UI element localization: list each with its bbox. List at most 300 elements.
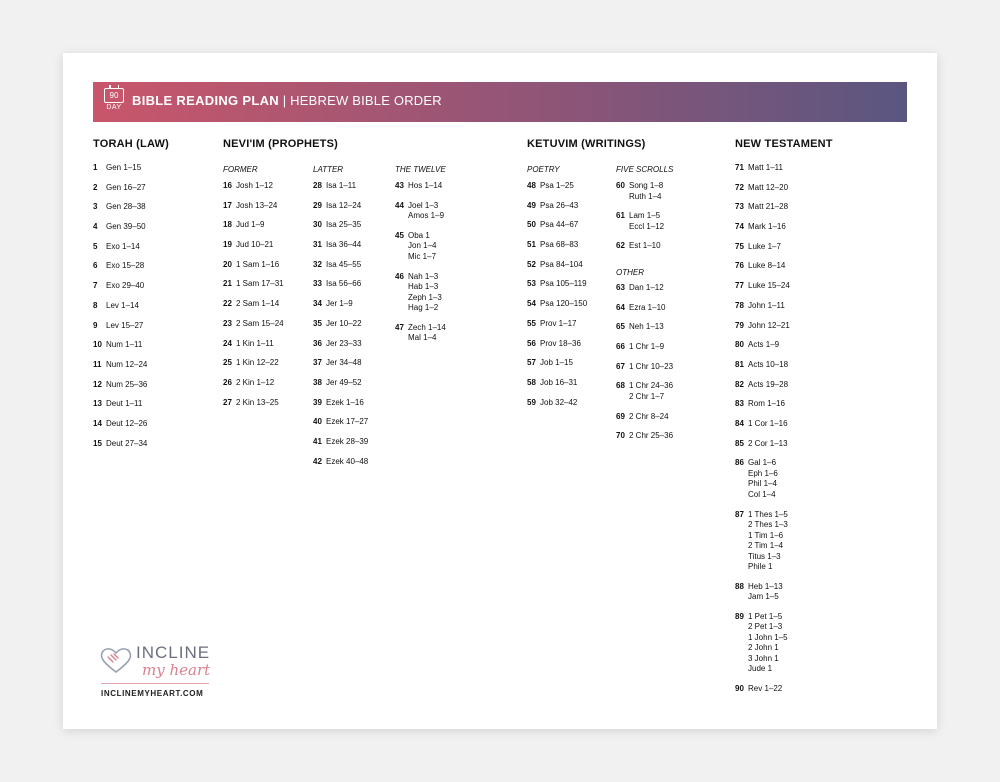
passage: Est 1–10 [629, 241, 661, 251]
passage: Eccl 1–12 [629, 221, 665, 231]
day-number: 15 [93, 438, 102, 448]
reading-entry [93, 281, 147, 292]
reading-passages [326, 417, 368, 428]
day-number: 52 [527, 259, 536, 269]
reading-passages [748, 582, 783, 603]
nt-list [735, 163, 790, 704]
day-number: 38 [313, 377, 322, 387]
day-number: 8 [93, 300, 98, 310]
reading-passages [408, 231, 436, 263]
reading-entry [313, 201, 368, 212]
reading-entry [313, 319, 368, 330]
reading-passages [326, 378, 362, 389]
day-number: 13 [93, 399, 102, 409]
passage: Exo 29–40 [106, 281, 145, 291]
passage: 1 Tim 1–6 [748, 530, 784, 540]
passage: Jam 1–5 [748, 592, 779, 602]
reading-passages [106, 419, 147, 430]
reading-passages [748, 510, 788, 573]
reading-entry [313, 339, 368, 350]
passage: Prov 1–17 [540, 318, 577, 328]
torah-heading: TORAH (LAW) [93, 138, 169, 150]
reading-entry [313, 457, 368, 468]
passage: Zeph 1–3 [408, 292, 442, 302]
reading-passages [106, 261, 144, 272]
reading-passages [236, 319, 284, 330]
reading-entry [527, 260, 587, 271]
day-number: 47 [395, 322, 404, 332]
day-number: 11 [93, 359, 102, 369]
reading-passages [540, 279, 587, 290]
day-number: 36 [313, 338, 322, 348]
day-number: 21 [223, 279, 232, 289]
day-number: 39 [313, 397, 322, 407]
reading-entry [527, 358, 587, 369]
passage: Phil 1–4 [748, 479, 777, 489]
passage: Gen 16–27 [106, 182, 146, 192]
reading-entry [616, 181, 664, 202]
day-number: 29 [313, 200, 322, 210]
reading-passages [540, 398, 577, 409]
passage: Num 1–11 [106, 340, 143, 350]
passage: Job 32–42 [540, 397, 578, 407]
day-number: 41 [313, 436, 322, 446]
reading-passages [748, 684, 782, 695]
passage: Lev 1–14 [106, 300, 139, 310]
passage: Job 1–15 [540, 358, 573, 368]
reading-entry [735, 582, 790, 603]
reading-passages [748, 321, 790, 332]
reading-entry [527, 319, 587, 330]
reading-passages [540, 319, 576, 330]
passage: 1 Kin 1–11 [236, 338, 274, 348]
page-title [132, 93, 442, 108]
reading-entry [313, 260, 368, 271]
passage: Isa 36–44 [326, 240, 362, 250]
day-number: 81 [735, 359, 744, 369]
reading-passages [326, 299, 353, 310]
reading-entry [223, 319, 284, 330]
reading-entry [93, 301, 147, 312]
reading-passages [326, 260, 361, 271]
day-number: 62 [616, 241, 625, 251]
nt-heading: NEW TESTAMENT [735, 138, 833, 150]
reading-passages [748, 458, 778, 500]
reading-entry [527, 220, 587, 231]
day-number: 26 [223, 377, 232, 387]
reading-passages [236, 279, 284, 290]
passage: Acts 19–28 [748, 379, 789, 389]
reading-passages [236, 240, 273, 251]
reading-passages [748, 360, 788, 371]
reading-passages [629, 342, 664, 353]
day-number: 5 [93, 241, 98, 251]
reading-entry [223, 220, 284, 231]
passage: Ezek 1–16 [326, 397, 364, 407]
reading-entry [735, 684, 790, 695]
passage: Josh 1–12 [236, 181, 273, 190]
latter-heading: LATTER [313, 165, 344, 174]
logo-word-my-heart: my heart [142, 661, 211, 679]
reading-passages [326, 319, 362, 330]
reading-passages [236, 398, 279, 409]
reading-passages [540, 181, 574, 192]
reading-passages [106, 242, 140, 253]
reading-entry [527, 240, 587, 251]
reading-entry [735, 222, 790, 233]
day-number: 85 [735, 438, 744, 448]
reading-passages [326, 358, 362, 369]
passage: Exo 15–28 [106, 261, 145, 271]
page-subtitle: HEBREW BIBLE ORDER [290, 93, 442, 108]
passage: Psa 1–25 [540, 181, 574, 190]
passage: Gen 39–50 [106, 222, 146, 232]
reading-passages [236, 299, 279, 310]
reading-entry [223, 358, 284, 369]
passage: Oba 1 [408, 230, 430, 240]
passage: Jer 10–22 [326, 318, 362, 328]
day-number: 79 [735, 320, 744, 330]
reading-entry [527, 398, 587, 409]
reading-entry [223, 299, 284, 310]
reading-entry [735, 261, 790, 272]
passage: Matt 12–20 [748, 182, 789, 192]
passage: Jon 1–4 [408, 241, 437, 251]
day-number: 82 [735, 379, 744, 389]
passage: Acts 1–9 [748, 340, 780, 350]
passage: 1 Pet 1–5 [748, 611, 783, 621]
day-number: 88 [735, 581, 744, 591]
reading-passages [326, 339, 362, 350]
passage: Jud 10–21 [236, 240, 274, 250]
reading-entry [313, 279, 368, 290]
passage: Psa 120–150 [540, 299, 588, 309]
passage: Mark 1–16 [748, 222, 786, 232]
passage: Song 1–8 [629, 181, 664, 190]
day-number: 37 [313, 358, 322, 368]
reading-passages [629, 303, 665, 314]
day-number: 84 [735, 418, 744, 428]
reading-entry [313, 417, 368, 428]
passage: Heb 1–13 [748, 581, 783, 591]
day-number: 90 [735, 684, 744, 694]
passage: Luke 15–24 [748, 281, 790, 291]
reading-entry [616, 211, 664, 232]
reading-entry [395, 272, 446, 314]
passage: Hag 1–2 [408, 303, 439, 313]
reading-passages [106, 281, 144, 292]
day-number: 49 [527, 200, 536, 210]
reading-entry [735, 458, 790, 500]
reading-passages [629, 381, 673, 402]
passage: Gen 1–15 [106, 163, 142, 172]
reading-passages [540, 299, 587, 310]
reading-entry [313, 398, 368, 409]
reading-passages [540, 260, 583, 271]
passage: Luke 8–14 [748, 261, 786, 271]
passage: 2 John 1 [748, 643, 779, 653]
reading-passages [236, 339, 274, 350]
day-number: 55 [527, 318, 536, 328]
day-number: 61 [616, 211, 625, 221]
passage: 2 Chr 25–36 [629, 431, 674, 441]
reading-entry [616, 303, 673, 314]
day-number: 80 [735, 340, 744, 350]
poetry-heading: POETRY [527, 165, 560, 174]
passage: Deut 1–11 [106, 399, 143, 409]
reading-passages [629, 283, 664, 294]
passage: Hab 1–3 [408, 282, 439, 292]
passage: Mic 1–7 [408, 251, 437, 261]
reading-entry [313, 220, 368, 231]
reading-entry [223, 378, 284, 389]
reading-entry [616, 283, 673, 294]
passage: 1 Thes 1–5 [748, 509, 788, 519]
day-number: 9 [93, 320, 98, 330]
reading-entry [616, 362, 673, 373]
passage: 2 Chr 1–7 [629, 391, 665, 401]
reading-entry [313, 299, 368, 310]
reading-passages [326, 240, 361, 251]
passage: Deut 27–34 [106, 438, 148, 448]
day-number: 56 [527, 338, 536, 348]
reading-entry [735, 612, 790, 675]
passage: Isa 12–24 [326, 200, 362, 210]
day-number: 66 [616, 342, 625, 352]
reading-entry [395, 323, 446, 344]
reading-entry [223, 240, 284, 251]
reading-passages [106, 183, 146, 194]
reading-entry [616, 322, 673, 333]
day-number: 1 [93, 163, 98, 172]
reading-entry [395, 231, 446, 263]
day-number: 78 [735, 300, 744, 310]
reading-passages [106, 399, 142, 410]
passage: Ruth 1–4 [629, 191, 662, 201]
passage: Isa 45–55 [326, 259, 362, 269]
reading-passages [236, 201, 277, 212]
passage: Lam 1–5 [629, 211, 661, 221]
day-number: 34 [313, 299, 322, 309]
reading-entry [223, 279, 284, 290]
logo-divider [101, 683, 209, 684]
passage: 1 Chr 1–9 [629, 342, 665, 352]
ketuvim-heading: KETUVIM (WRITINGS) [527, 138, 646, 150]
day-number: 28 [313, 181, 322, 190]
passage: Joel 1–3 [408, 200, 439, 210]
passage: 1 Cor 1–16 [748, 418, 788, 428]
day-number: 14 [93, 418, 102, 428]
passage: 1 Kin 12–22 [236, 358, 279, 368]
reading-passages [540, 220, 578, 231]
reading-passages [326, 437, 368, 448]
day-number: 16 [223, 181, 232, 190]
reading-passages [748, 163, 783, 174]
day-number: 23 [223, 318, 232, 328]
passage: Hos 1–14 [408, 181, 443, 190]
day-number: 58 [527, 377, 536, 387]
passage: Dan 1–12 [629, 283, 664, 292]
day-number: 42 [313, 456, 322, 466]
reading-passages [629, 322, 664, 333]
reading-passages [326, 181, 356, 192]
day-number: 68 [616, 381, 625, 391]
passage: John 12–21 [748, 320, 790, 330]
reading-entry [93, 242, 147, 253]
reading-passages [106, 321, 143, 332]
reading-passages [629, 431, 673, 442]
day-number: 30 [313, 220, 322, 230]
passage: Matt 21–28 [748, 202, 789, 212]
passage: Psa 26–43 [540, 200, 579, 210]
day-number: 51 [527, 240, 536, 250]
reading-passages [748, 301, 785, 312]
day-number: 86 [735, 458, 744, 468]
title-separator: | [278, 93, 291, 108]
day-number: 2 [93, 182, 98, 192]
passage: Gal 1–6 [748, 458, 777, 468]
reading-passages [326, 220, 361, 231]
passage: 1 Sam 1–16 [236, 259, 280, 269]
neviim-heading: NEVI'IM (PROPHETS) [223, 138, 339, 150]
passage: Acts 10–18 [748, 359, 789, 369]
passage: Jer 34–48 [326, 358, 362, 368]
reading-entry [616, 342, 673, 353]
latter-list [313, 181, 368, 476]
reading-entry [616, 381, 673, 402]
passage: 2 Kin 1–12 [236, 377, 275, 387]
reading-passages [236, 260, 279, 271]
passage: Zech 1–14 [408, 322, 446, 332]
passage: Nah 1–3 [408, 271, 439, 281]
passage: Isa 1–11 [326, 181, 357, 190]
reading-passages [326, 279, 361, 290]
reading-passages [748, 419, 788, 430]
reading-passages [748, 222, 786, 233]
reading-passages [236, 181, 273, 192]
reading-passages [540, 240, 578, 251]
day-number: 48 [527, 181, 536, 190]
passage: Prov 18–36 [540, 338, 581, 348]
passage: Col 1–4 [748, 489, 776, 499]
passage: Jud 1–9 [236, 220, 265, 230]
day-number: 6 [93, 261, 98, 271]
passage: 1 Chr 10–23 [629, 361, 674, 371]
passage: 1 John 1–5 [748, 632, 788, 642]
passage: 2 Thes 1–3 [748, 520, 788, 529]
day-number: 70 [616, 431, 625, 441]
reading-entry [93, 360, 147, 371]
reading-entry [527, 279, 587, 290]
reading-passages [748, 380, 788, 391]
passage: John 1–11 [748, 300, 785, 310]
day-number: 72 [735, 182, 744, 192]
reading-passages [408, 201, 444, 222]
former-heading: FORMER [223, 165, 258, 174]
reading-entry [735, 202, 790, 213]
reading-passages [106, 163, 141, 174]
website-url: INCLINEMYHEART.COM [101, 689, 204, 698]
day-number: 18 [223, 220, 232, 230]
reading-passages [326, 398, 364, 409]
passage: Exo 1–14 [106, 241, 140, 251]
reading-plan-page [63, 53, 937, 729]
day-number: 4 [93, 222, 98, 232]
reading-entry [527, 378, 587, 389]
reading-passages [748, 261, 785, 272]
reading-entry [735, 242, 790, 253]
reading-passages [629, 181, 663, 202]
day-number: 7 [93, 281, 98, 291]
reading-entry [93, 439, 147, 450]
day-number: 33 [313, 279, 322, 289]
day-number: 89 [735, 611, 744, 621]
reading-entry [527, 201, 587, 212]
passage: Ezek 17–27 [326, 417, 369, 427]
reading-passages [106, 360, 147, 371]
twelve-heading: THE TWELVE [395, 165, 446, 174]
reading-entry [735, 183, 790, 194]
day-number: 60 [616, 181, 625, 190]
reading-entry [735, 321, 790, 332]
reading-passages [748, 612, 788, 675]
reading-passages [236, 220, 264, 231]
day-number: 50 [527, 220, 536, 230]
reading-entry [93, 399, 147, 410]
day-number: 65 [616, 322, 625, 332]
passage: Isa 25–35 [326, 220, 362, 230]
reading-passages [748, 183, 788, 194]
other-list [616, 283, 673, 451]
day-number: 87 [735, 509, 744, 519]
reading-passages [540, 358, 573, 369]
reading-entry [313, 240, 368, 251]
day-number: 24 [223, 338, 232, 348]
logo-word-incline: INCLINE [136, 643, 211, 662]
passage: Deut 12–26 [106, 418, 148, 428]
passage: 1 Chr 24–36 [629, 381, 674, 391]
day-number: 53 [527, 279, 536, 289]
day-number: 76 [735, 261, 744, 271]
reading-entry [735, 439, 790, 450]
reading-passages [629, 211, 664, 232]
reading-entry [735, 399, 790, 410]
passage: 2 Sam 15–24 [236, 318, 284, 328]
reading-entry [93, 321, 147, 332]
calendar-badge-label: DAY [106, 104, 122, 111]
day-number: 17 [223, 200, 232, 210]
passage: Psa 84–104 [540, 259, 583, 269]
reading-entry [616, 431, 673, 442]
reading-passages [629, 412, 669, 423]
reading-passages [408, 272, 442, 314]
passage: 2 Sam 1–14 [236, 299, 280, 309]
reading-passages [106, 222, 146, 233]
day-number: 3 [93, 202, 98, 212]
reading-entry [223, 181, 284, 192]
day-number: 71 [735, 163, 744, 172]
reading-entry [527, 181, 587, 192]
passage: Josh 13–24 [236, 200, 278, 210]
day-number: 12 [93, 379, 102, 389]
passage: 2 Cor 1–13 [748, 438, 788, 448]
passage: Jer 49–52 [326, 377, 362, 387]
reading-passages [540, 339, 581, 350]
reading-entry [313, 437, 368, 448]
reading-passages [748, 340, 779, 351]
passage: 2 Kin 13–25 [236, 397, 279, 407]
reading-passages [106, 380, 147, 391]
